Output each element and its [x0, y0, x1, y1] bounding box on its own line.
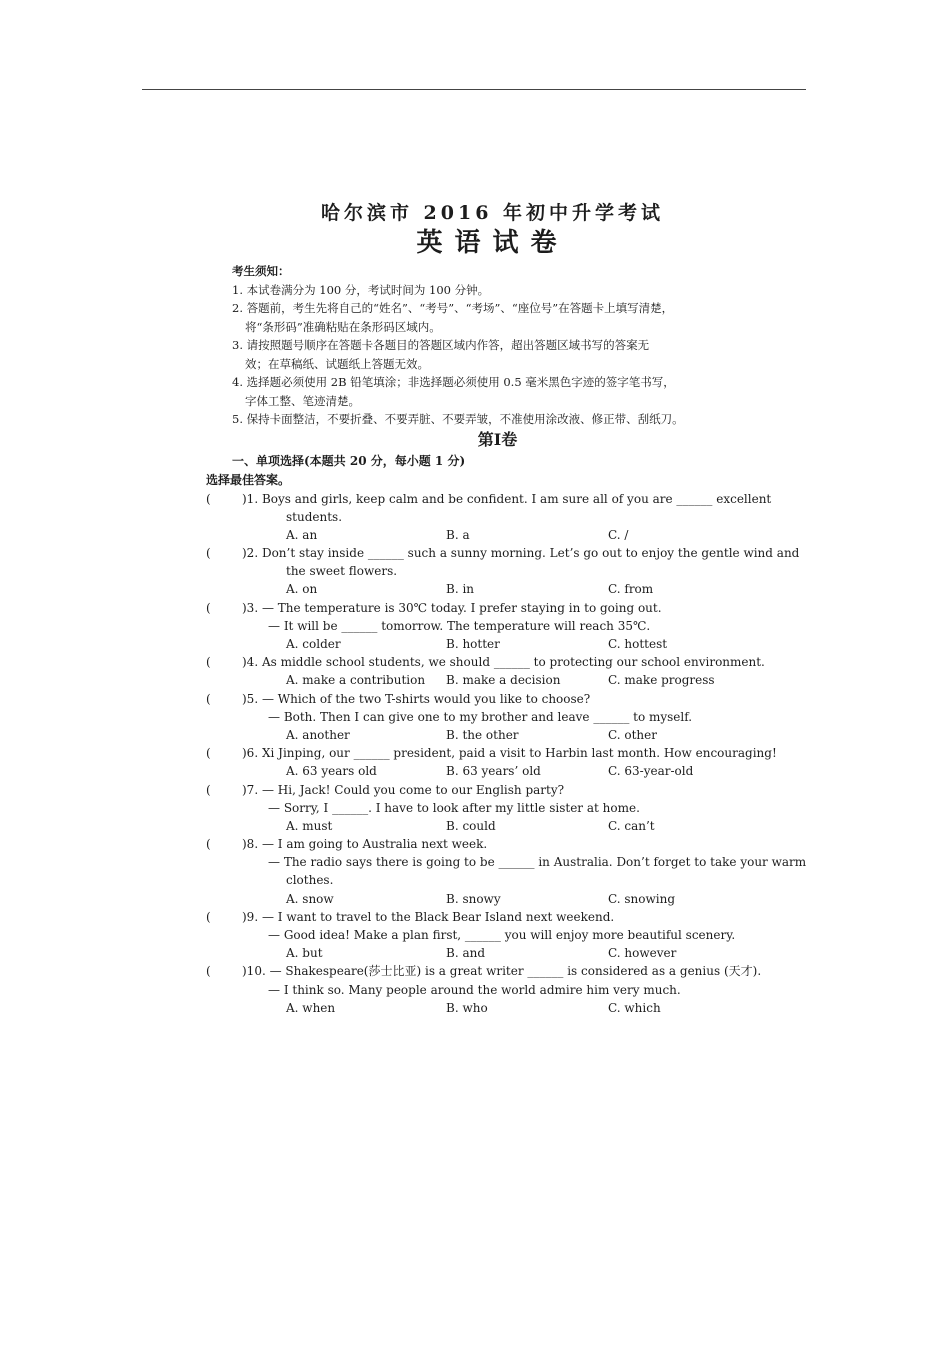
option-a: A. make a contribution	[286, 673, 426, 688]
top-rule	[142, 89, 806, 90]
question-continuation: the sweet flowers.	[286, 564, 398, 579]
question-row	[200, 926, 755, 944]
option-b: B. 63 years’ old	[446, 764, 541, 779]
question-row	[200, 744, 777, 762]
option-c: C. snowing	[608, 891, 676, 906]
question-stem: )6. Xi Jinping, our ______ president, paid a visit to Harbin last month. How encouraging!	[242, 746, 777, 761]
answer-bracket: (	[206, 909, 211, 924]
question-item	[200, 908, 755, 963]
question-item	[200, 599, 755, 654]
question-continuation: — The radio says there is going to be ______ in Australia. Don’t forget to take your warm	[268, 855, 807, 870]
question-stem: )9. — I want to travel to the Black Bear Island next weekend.	[242, 909, 615, 924]
question-row	[200, 799, 755, 817]
question-item	[200, 744, 777, 780]
option-c: C. make progress	[608, 673, 715, 688]
option-a: A. an	[286, 527, 318, 542]
option-a: A. snow	[286, 891, 334, 906]
section-heading: 一、单项选择(本题共 20 分，每小题 1 分)	[232, 453, 466, 468]
answer-options	[200, 890, 755, 908]
option-a: A. on	[286, 582, 318, 597]
answer-options	[200, 635, 755, 653]
question-row	[200, 708, 755, 726]
answer-options	[200, 817, 755, 835]
question-row	[200, 508, 755, 526]
option-b: B. make a decision	[446, 673, 561, 688]
candidate-notice	[232, 262, 755, 429]
answer-bracket: (	[206, 491, 211, 506]
option-b: B. hotter	[446, 637, 500, 651]
question-row	[200, 981, 755, 999]
answer-bracket: (	[206, 600, 211, 615]
question-row	[200, 562, 755, 580]
question-item	[200, 781, 755, 836]
question-stem: )5. — Which of the two T-shirts would you like to choose?	[242, 691, 591, 706]
notice-line: 效；在草稿纸、试题纸上答题无效。	[245, 356, 429, 371]
option-a: A. must	[286, 818, 333, 833]
question-stem: )3. — The temperature is 30℃ today. I prefer staying in to going out.	[242, 600, 662, 615]
option-c: C. however	[608, 946, 677, 961]
exam-title: 哈尔滨市 2016 年初中升学考试	[320, 202, 665, 224]
option-a: A. but	[286, 946, 323, 961]
question-row	[200, 599, 755, 617]
option-b: B. the other	[446, 727, 519, 742]
question-row	[200, 908, 755, 926]
question-row	[200, 653, 765, 671]
section-instruction: 选择最佳答案。	[206, 472, 291, 487]
option-b: B. snowy	[446, 891, 501, 906]
option-c: C. hottest	[608, 637, 668, 651]
option-a: A. 63 years old	[286, 764, 377, 779]
question-stem: )7. — Hi, Jack! Could you come to our English party?	[242, 782, 565, 797]
question-item	[200, 962, 762, 1017]
notice-line: 5. 保持卡面整洁，不要折叠、不要弄脏、不要弄皱，不准使用涂改液、修正带、刮纸刀。	[232, 412, 684, 426]
option-c: C. can’t	[608, 818, 655, 833]
answer-options	[200, 580, 755, 598]
question-stem: )1. Boys and girls, keep calm and be confident. I am sure all of you are ______ excellent	[242, 491, 772, 506]
question-continuation: — Good idea! Make a plan first, ______ you will enjoy more beautiful scenery.	[268, 928, 736, 942]
question-row	[200, 962, 762, 980]
option-c: C. other	[608, 727, 657, 742]
answer-bracket: (	[206, 964, 211, 979]
exam-paper	[200, 200, 807, 1017]
question-item	[200, 835, 807, 908]
notice-line: 2. 答题前，考生先将自己的“姓名”、“考号”、“考场”、“座位号”在答题卡上填写清楚，	[232, 301, 674, 315]
question-stem: )2. Don’t stay inside ______ such a sunny morning. Let’s go out to enjoy the gentle wind and	[242, 546, 800, 561]
question-row	[200, 871, 755, 889]
option-c: C. from	[608, 582, 654, 597]
question-stem: )8. — I am going to Australia next week.	[242, 837, 488, 852]
answer-options	[200, 999, 755, 1017]
answer-options	[200, 671, 755, 689]
question-item	[200, 490, 772, 545]
question-row	[200, 781, 755, 799]
option-a: A. when	[286, 1000, 336, 1015]
option-b: B. and	[446, 946, 486, 961]
option-b: B. could	[446, 818, 496, 833]
question-item	[200, 653, 765, 689]
notice-line: 1. 本试卷满分为 100 分，考试时间为 100 分钟。	[232, 282, 490, 297]
question-row	[200, 853, 807, 871]
answer-bracket: (	[206, 782, 211, 797]
question-item	[200, 544, 800, 599]
exam-subtitle: 英语试卷	[416, 228, 569, 258]
question-row	[200, 690, 755, 708]
answer-bracket: (	[206, 691, 211, 706]
option-c: C. 63-year-old	[608, 764, 694, 779]
answer-options	[200, 726, 755, 744]
question-continuation: — Sorry, I ______. I have to look after my little sister at home.	[268, 800, 640, 815]
question-item	[200, 690, 755, 745]
question-list	[200, 490, 807, 1017]
answer-bracket: (	[206, 655, 211, 670]
question-stem: )4. As middle school students, we should ______ to protecting our school environment.	[242, 655, 765, 670]
answer-bracket: (	[206, 546, 211, 561]
notice-line: 4. 选择题必须使用 2B 铅笔填涂；非选择题必须使用 0.5 毫米黑色字迹的签字笔书写，	[232, 375, 675, 389]
answer-options	[200, 944, 755, 962]
option-c: C. /	[608, 527, 629, 542]
notice-line: 将“条形码”准确粘贴在条形码区域内。	[245, 319, 441, 334]
question-continuation: — It will be ______ tomorrow. The temperature will reach 35℃.	[268, 618, 651, 633]
question-row	[200, 544, 800, 562]
question-row	[200, 617, 755, 635]
option-a: A. another	[286, 727, 350, 742]
option-b: B. a	[446, 527, 470, 542]
question-row	[200, 490, 772, 508]
question-continuation: clothes.	[286, 873, 334, 888]
question-continuation: — Both. Then I can give one to my brother and leave ______ to myself.	[268, 709, 693, 724]
answer-bracket: (	[206, 837, 211, 852]
answer-bracket: (	[206, 746, 211, 761]
option-a: A. colder	[286, 637, 341, 651]
notice-line: 字体工整、笔迹清楚。	[245, 393, 360, 408]
volume-heading: 第Ⅰ卷	[477, 429, 518, 449]
answer-options	[200, 526, 755, 544]
option-b: B. who	[446, 1000, 488, 1015]
notice-heading: 考生须知：	[232, 264, 290, 278]
notice-line: 3. 请按照题号顺序在答题卡各题目的答题区域内作答，超出答题区域书写的答案无	[232, 338, 650, 352]
option-c: C. which	[608, 1000, 661, 1015]
question-row	[200, 835, 755, 853]
question-stem: )10. — Shakespeare(莎士比亚) is a great writer ______ is considered as a genius (天才).	[242, 964, 762, 979]
question-continuation: students.	[286, 509, 343, 524]
option-b: B. in	[446, 582, 475, 597]
question-continuation: — I think so. Many people around the world admire him very much.	[268, 982, 681, 997]
answer-options	[200, 762, 755, 780]
